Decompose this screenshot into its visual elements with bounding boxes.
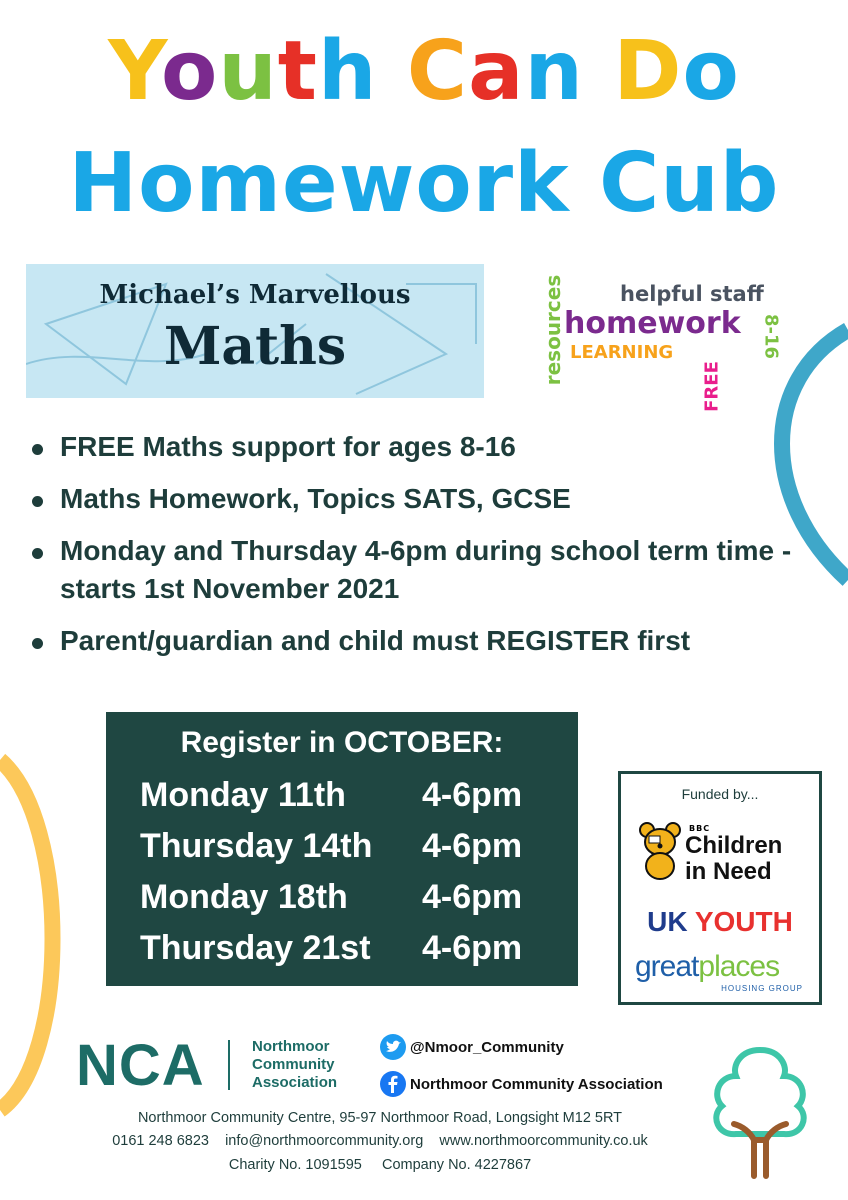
facebook-icon — [380, 1071, 406, 1097]
session-day: Monday 18th — [140, 878, 348, 916]
title-letter: a — [468, 24, 525, 119]
maths-banner-image — [26, 264, 484, 398]
title-letter: D — [613, 24, 683, 119]
bullet-item: Maths Homework, Topics SATS, GCSE — [32, 480, 822, 518]
session-time: 4-6pm — [422, 827, 523, 865]
children-in-need-text: Children — [685, 832, 783, 859]
title-letter: o — [682, 24, 740, 119]
nca-name-line: Community — [252, 1056, 335, 1073]
funders-box — [618, 771, 822, 1005]
session-day: Thursday 21st — [140, 929, 371, 967]
word-free: FREE — [701, 361, 723, 412]
twitter-handle[interactable]: @Nmoor_Community — [410, 1039, 564, 1056]
session-row — [140, 776, 560, 822]
word-homework: homework — [564, 306, 741, 341]
uk-youth-youth: YOUTH — [687, 906, 793, 937]
session-day: Monday 11th — [140, 776, 346, 814]
bbc-label: BBC — [689, 824, 711, 833]
title-letter: t — [277, 24, 318, 119]
title-letter: n — [524, 24, 584, 119]
footer-contact: 0161 248 6823 info@northmoorcommunity.org www.northmoorcommunity.co.uk — [112, 1133, 648, 1149]
title-letter: o — [161, 24, 219, 119]
title-youth-can-do — [0, 22, 848, 122]
info-bullet-list — [32, 428, 822, 674]
bullet-item: Monday and Thursday 4-6pm during school term time - starts 1st November 2021 — [32, 532, 822, 608]
word-resources: resources — [541, 274, 565, 386]
children-in-need-text: in Need — [685, 858, 772, 885]
maths-banner-line1: Michael’s Marvellous — [99, 280, 411, 310]
register-schedule-box — [106, 712, 578, 986]
facebook-page[interactable]: Northmoor Community Association — [410, 1076, 663, 1093]
session-row — [140, 929, 560, 975]
great-places-places: places — [698, 950, 780, 983]
uk-youth-logo — [621, 906, 819, 938]
word-ages: 8-16 — [760, 313, 782, 360]
word-learning: LEARNING — [570, 342, 674, 363]
nca-name-line: Northmoor — [252, 1038, 330, 1055]
great-places-subtitle: HOUSING GROUP — [721, 984, 803, 993]
great-places-logo — [635, 950, 779, 984]
nca-name-line: Association — [252, 1074, 338, 1091]
funded-by-label: Funded by... — [681, 786, 759, 802]
twitter-icon — [380, 1034, 406, 1060]
nca-logo: NCA — [76, 1033, 205, 1098]
session-time: 4-6pm — [422, 776, 523, 814]
bullet-item: Parent/guardian and child must REGISTER first — [32, 622, 822, 660]
uk-youth-uk: UK — [647, 906, 688, 937]
session-row — [140, 827, 560, 873]
title-letter — [584, 24, 614, 119]
maths-banner-line2: Maths — [163, 316, 347, 377]
title-homework-cub: Homework Cub — [68, 136, 780, 231]
session-time: 4-6pm — [422, 929, 523, 967]
footer-address: Northmoor Community Centre, 95-97 Northmoor Road, Longsight M12 5RT — [137, 1110, 623, 1126]
session-day: Thursday 14th — [140, 827, 373, 865]
title-letter — [377, 24, 407, 119]
title-letter: C — [406, 24, 469, 119]
title-letter: u — [218, 24, 278, 119]
session-time: 4-6pm — [422, 878, 523, 916]
logo-divider — [228, 1040, 230, 1090]
footer-registration: Charity No. 1091595 Company No. 4227867 — [228, 1157, 532, 1173]
register-heading: Register in OCTOBER: — [180, 726, 504, 759]
pudsey-bear-icon — [637, 820, 683, 880]
title-letter: Y — [108, 24, 162, 119]
bullet-item: FREE Maths support for ages 8-16 — [32, 428, 822, 466]
word-helpful-staff: helpful staff — [620, 282, 764, 306]
title-letter: h — [317, 24, 378, 119]
word-cloud-image — [540, 262, 790, 412]
session-row — [140, 878, 560, 924]
great-places-great: great — [635, 950, 699, 983]
